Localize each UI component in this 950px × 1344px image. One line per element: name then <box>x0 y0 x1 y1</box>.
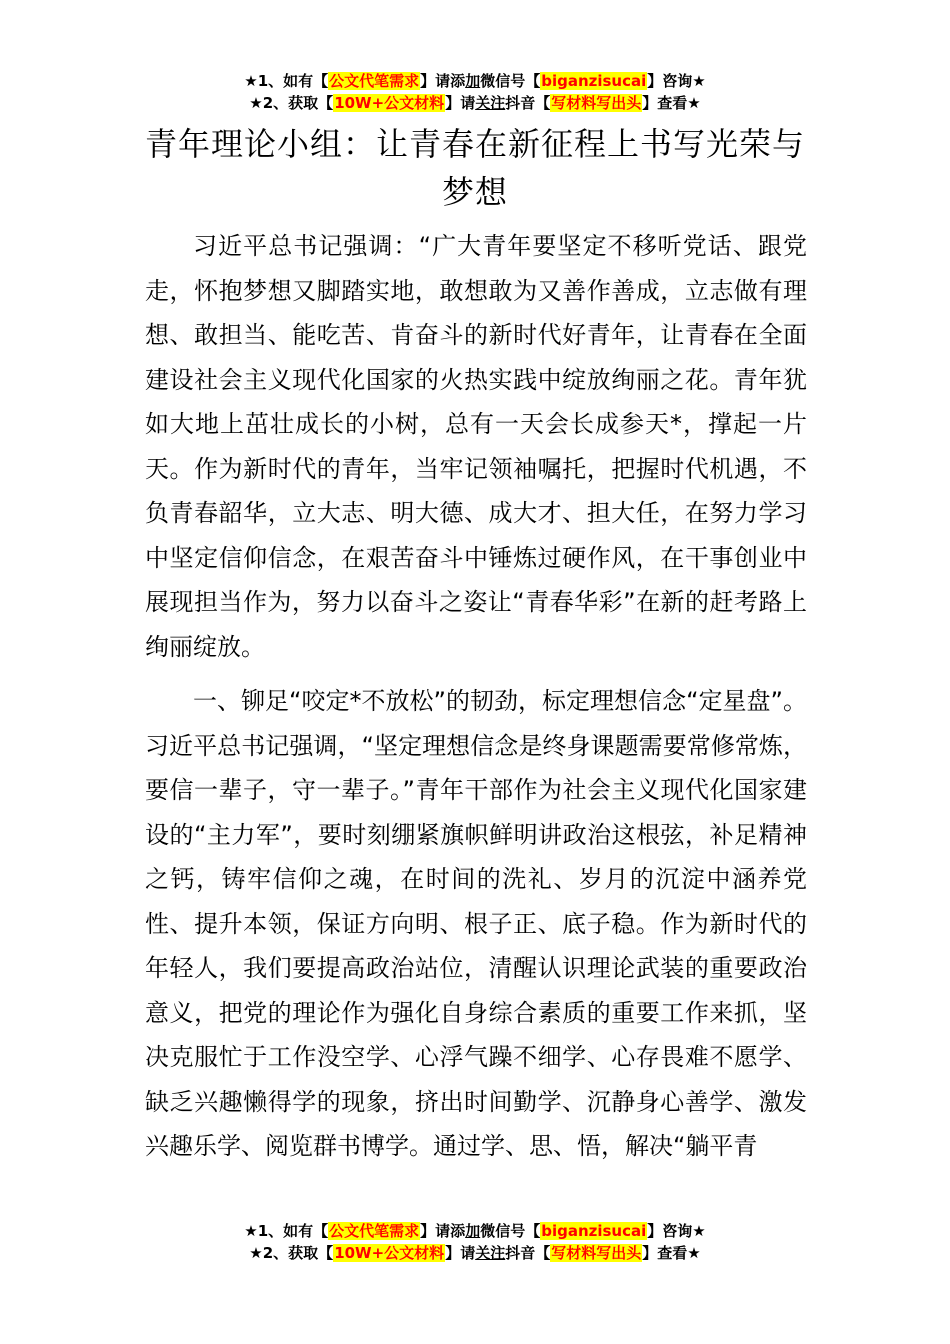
promo-text: 抖音【 <box>505 1244 551 1262</box>
body-paragraph-2: 一、铆足“咬定*不放松”的韧劲，标定理想信念“定星盘”。习近平总书记强调，“坚定理想信念是终身课题需要常修常炼，要信一辈子，守一辈子。”青年干部作为社会主义现代化国家建设的“主力军”，要时刻绷紧旗帜鲜明讲政治这根弦，补足精神之钙，铸牢信仰之魂，在时间的洗礼、岁月的沉淀中涵养党性、提升本领，保证方向明、根子正、底子稳。作为新时代的年轻人，我们要提高政治站位，清醒认识理论武装的重要政治意义，把党的理论作为强化自身综合素质的重要工作来抓，坚决克服忙于工作没空学、心浮气躁不细学、心存畏难不愿学、缺乏兴趣懒得学的现象，挤出时间勤学、沉静身心善学、激发兴趣乐学、阅览群书博学。通过学、思、悟，解决“躺平青 <box>145 687 807 1160</box>
promo-underline: 关注 <box>475 94 506 112</box>
promo-text: 】请添 <box>420 1222 466 1240</box>
document-title: 青年理论小组：让青春在新征程上书写光荣与梦想 <box>144 125 805 211</box>
promo-underline: 加 <box>465 72 481 90</box>
promo-underline: 加 <box>465 1222 481 1240</box>
promo-text: 抖音【 <box>505 94 551 112</box>
promo-highlight: 写材料写出头 <box>551 94 642 112</box>
promo-text: 】请添 <box>420 72 466 90</box>
promo-text: ★2、获取【 <box>249 1244 334 1262</box>
promo-text: 】请 <box>445 94 476 112</box>
promo-highlight: biganzisucai <box>541 72 647 90</box>
promo-text: 微信号【 <box>480 1222 541 1240</box>
promo-text: 】查看★ <box>642 94 701 112</box>
promo-highlight: 10W+公文材料 <box>334 1244 445 1262</box>
promo-text: 】咨询★ <box>647 1222 706 1240</box>
promo-line-1 <box>0 70 950 92</box>
promo-text: 微信号【 <box>480 72 541 90</box>
document-body <box>145 224 807 1179</box>
promo-text: 】请 <box>445 1244 476 1262</box>
promo-line-2 <box>0 92 950 114</box>
body-paragraph-1: 习近平总书记强调：“广大青年要坚定不移听党话、跟党走，怀抱梦想又脚踏实地，敢想敢为又善作善成，立志做有理想、敢担当、能吃苦、肯奋斗的新时代好青年，让青春在全面建设社会主义现代化国家的火热实践中绽放绚丽之花。青年犹如大地上茁壮成长的小树，总有一天会长成参天*，撑起一片天。作为新时代的青年，当牢记领袖嘱托，把握时代机遇，不负青春韶华，立大志、明大德、成大才、担大任，在努力学习中坚定信仰信念，在艰苦奋斗中锤炼过硬作风，在干事创业中展现担当作为，努力以奋斗之姿让“青春华彩”在新的赶考路上绚丽绽放。 <box>145 232 807 661</box>
promo-underline: 关注 <box>475 1244 506 1262</box>
promo-line-2 <box>0 1242 950 1264</box>
footer-promo-banner <box>0 1220 950 1264</box>
header-promo-banner <box>0 70 950 114</box>
promo-highlight: biganzisucai <box>541 1222 647 1240</box>
promo-text: ★1、如有【 <box>244 72 329 90</box>
promo-text: 】查看★ <box>642 1244 701 1262</box>
promo-text: ★2、获取【 <box>249 94 334 112</box>
promo-highlight: 写材料写出头 <box>551 1244 642 1262</box>
promo-highlight: 公文代笔需求 <box>329 72 420 90</box>
promo-text: ★1、如有【 <box>244 1222 329 1240</box>
promo-text: 】咨询★ <box>647 72 706 90</box>
promo-highlight: 10W+公文材料 <box>334 94 445 112</box>
promo-line-1 <box>0 1220 950 1242</box>
promo-highlight: 公文代笔需求 <box>329 1222 420 1240</box>
